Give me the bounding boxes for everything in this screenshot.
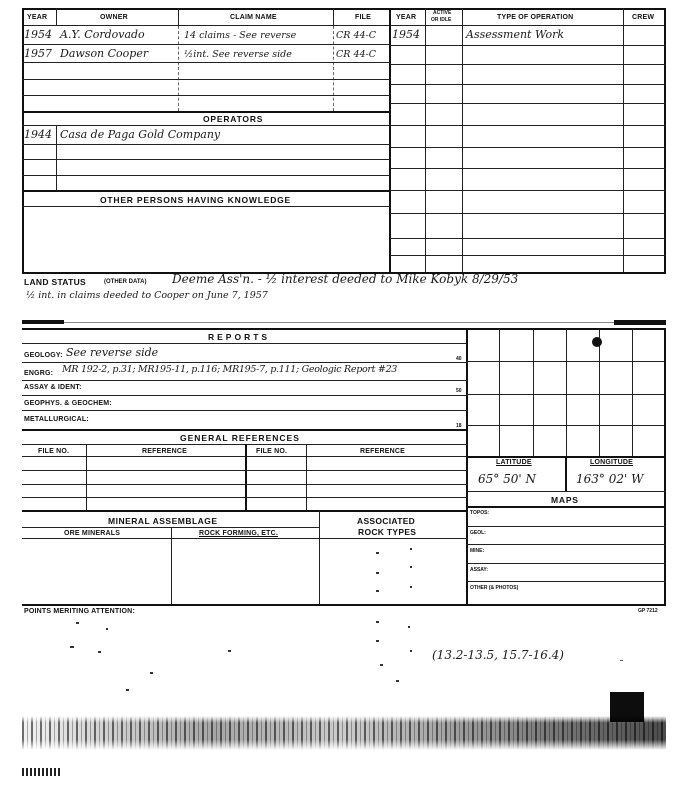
land-status-line-2: ½ int. in claims deeded to Cooper on June 7, 1957 [26,290,268,301]
geophys-label: GEOPHYS. & GEOCHEM: [24,400,112,407]
form-number: GP 7212 [638,608,658,614]
owner-row-2-file: CR 44-C [336,49,377,60]
land-status-label: LAND STATUS [24,277,87,287]
ref-col-file-no-1: FILE NO. [38,448,70,455]
geology-number: 40 [456,356,462,362]
longitude-value: 163° 02' W [576,472,644,486]
metallurgical-label: METALLURGICAL: [24,416,89,423]
ref-col-file-no-2: FILE NO. [256,448,288,455]
reports-title: REPORTS [208,332,271,342]
operator-row-1-year: 1944 [24,128,52,141]
operation-row-1-year: 1954 [392,28,420,41]
scan-noise-band [22,716,666,750]
owner-row-1-file: CR 44-C [336,30,377,41]
points-note: (13.2-13.5, 15.7-16.4) [432,648,564,662]
rock-forming-col: ROCK FORMING, ETC. [199,530,279,537]
points-label: POINTS MERITING ATTENTION: [24,608,135,615]
header-type-of-operation: TYPE OF OPERATION [497,14,574,21]
owner-row-1-year: 1954 [24,28,52,41]
owner-row-2-year: 1957 [24,47,52,60]
ref-col-reference-2: REFERENCE [360,448,405,455]
header-crew: CREW [632,14,655,21]
maps-assay: ASSAY: [470,567,489,573]
maps-mine: MINE: [470,548,485,554]
owner-row-1-claim: 14 claims - See reverse [184,30,297,41]
header-file: FILE [355,14,371,21]
maps-title: MAPS [551,495,579,505]
latitude-label: LATITUDE [496,459,532,466]
engrg-label: ENGRG: [24,370,54,377]
header-active: ACTIVE [433,10,452,16]
metallurgical-number: 18 [456,423,462,429]
owner-row-2-owner: Dawson Cooper [60,47,149,60]
maps-geol: GEOL: [470,530,486,536]
land-status-sublabel: (OTHER DATA) [104,279,147,285]
operation-row-1-type: Assessment Work [466,28,565,41]
operator-row-1-name: Casa de Paga Gold Company [60,128,221,141]
rock-types-label: ROCK TYPES [358,527,417,537]
header-claim-name: CLAIM NAME [230,14,277,21]
associated-label: ASSOCIATED [357,516,416,526]
header-year-2: YEAR [396,14,417,21]
owner-row-1-owner: A.Y. Cordovado [60,28,145,41]
header-or-idle: OR IDLE [431,17,452,23]
general-references-title: GENERAL REFERENCES [180,433,300,443]
assay-number: 50 [456,388,462,394]
other-persons-header: OTHER PERSONS HAVING KNOWLEDGE [100,195,292,205]
ref-col-reference-1: REFERENCE [142,448,187,455]
ore-minerals-col: ORE MINERALS [64,530,121,537]
owner-row-2-claim: ½int. See reverse side [184,49,292,60]
operators-header: OPERATORS [203,114,264,124]
maps-topos: TOPOS: [470,510,490,516]
latitude-value: 65° 50' N [478,472,536,486]
header-year: YEAR [27,14,48,21]
assay-label: ASSAY & IDENT: [24,384,82,391]
header-owner: OWNER [100,14,128,21]
geology-label: GEOLOGY: [24,352,63,359]
maps-other: OTHER (& PHOTOS) [470,585,519,591]
geology-value: See reverse side [66,346,159,359]
longitude-label: LONGITUDE [590,459,634,466]
location-marker [592,337,602,347]
mineral-assemblage-title: MINERAL ASSEMBLAGE [108,516,218,526]
land-status-line-1: Deeme Ass'n. - ½ interest deeded to Mike Kobyk 8/29/53 [172,272,519,286]
engrg-value: MR 192-2, p.31; MR195-11, p.116; MR195-7, p.111; Geologic Report #23 [62,364,398,375]
